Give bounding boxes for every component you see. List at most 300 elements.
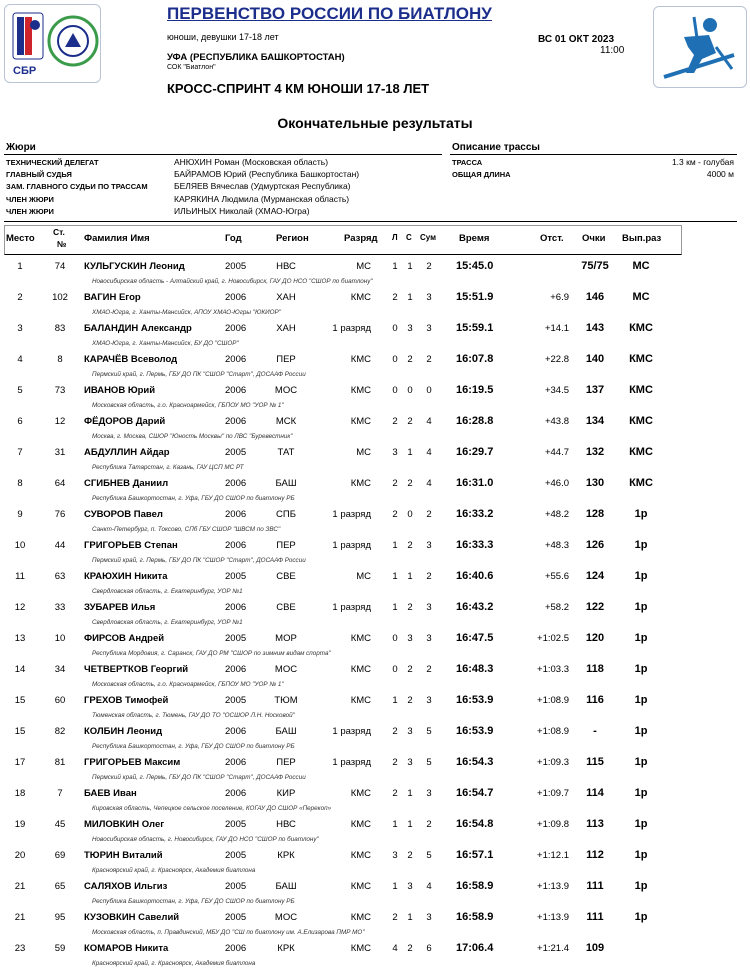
cell-sum: 3	[426, 912, 432, 923]
cell-done: КМС	[629, 322, 653, 334]
cell-name: БАЕВ Иван	[84, 788, 137, 799]
cell-club: Красноярский край, г. Красноярск, Академия биатлона	[92, 867, 256, 874]
cell-time: 16:57.1	[456, 849, 494, 861]
cell-points: 143	[585, 322, 605, 334]
cell-region: МОР	[275, 633, 297, 644]
cell-rank: КМС	[350, 881, 371, 892]
cell-time: 16:28.8	[456, 415, 494, 427]
col-sum: Сум	[420, 233, 437, 242]
cell-year: 2006	[225, 416, 247, 427]
cell-year: 2005	[225, 261, 247, 272]
cell-l: 0	[392, 385, 398, 396]
cell-place: 14	[14, 664, 26, 675]
cell-sum: 2	[426, 509, 432, 520]
cell-sum: 3	[426, 540, 432, 551]
jury-row	[6, 194, 446, 206]
table-row	[0, 877, 750, 908]
cell-club: Республика Башкортостан, г. Уфа, ГБУ ДО СШОР по биатлону РБ	[92, 495, 295, 502]
location: УФА (РЕСПУБЛИКА БАШКОРТОСТАН)	[167, 52, 345, 63]
cell-points: 130	[585, 477, 605, 489]
track-value: 4000 м	[706, 169, 734, 179]
cell-club: Кировская область, Чепецкое сельское поселение, КОГАУ ДО СШОР «Перекоп»	[92, 805, 332, 812]
cell-sum: 3	[426, 323, 432, 334]
cell-points: 134	[585, 415, 605, 427]
cell-l: 2	[392, 788, 398, 799]
cell-place: 3	[17, 323, 23, 334]
cell-done: КМС	[629, 446, 653, 458]
cell-l: 0	[392, 354, 398, 365]
jury-row	[6, 206, 446, 218]
cell-year: 2006	[225, 757, 247, 768]
cell-club: Республика Башкортостан, г. Уфа, ГБУ ДО СШОР по биатлону РБ	[92, 898, 295, 905]
cell-sum: 2	[426, 571, 432, 582]
cell-s: 2	[407, 354, 413, 365]
cell-place: 5	[17, 385, 23, 396]
track-row	[452, 157, 734, 169]
cell-place: 13	[14, 633, 26, 644]
cell-club: Новосибирская область - Алтайский край, г. Новосибирск, ГАУ ДО НСО "СШОР по биатлону"	[92, 278, 373, 285]
jury-value: ИЛЬИНЫХ Николай (ХМАО-Югра)	[174, 206, 310, 216]
cell-time: 16:53.9	[456, 694, 494, 706]
cell-year: 2006	[225, 292, 247, 303]
cell-s: 2	[407, 416, 413, 427]
cell-year: 2006	[225, 540, 247, 551]
cell-sum: 6	[426, 943, 432, 954]
cell-year: 2005	[225, 881, 247, 892]
cell-time: 16:53.9	[456, 725, 494, 737]
cell-region: СВЕ	[276, 571, 296, 582]
col-bib-no: №	[57, 239, 67, 249]
cell-done: 1р	[634, 911, 648, 923]
cell-behind: +55.6	[544, 571, 569, 582]
cell-place: 1	[17, 261, 23, 272]
cell-l: 4	[392, 943, 398, 954]
track-value: 1.3 км - голубая	[671, 157, 734, 167]
cell-region: ХАН	[276, 292, 296, 303]
cell-s: 2	[407, 850, 413, 861]
cell-name: ФИРСОВ Андрей	[84, 633, 165, 644]
cell-name: КОЛБИН Леонид	[84, 726, 163, 737]
cell-behind: +1:13.9	[537, 881, 569, 892]
jury-label: ЧЛЕН ЖЮРИ	[6, 207, 54, 216]
cell-club: Свердловская область, г. Екатеринбург, УОР №1	[92, 588, 243, 595]
table-row	[0, 443, 750, 474]
cell-s: 3	[407, 757, 413, 768]
cell-region: КРК	[277, 943, 295, 954]
table-row	[0, 660, 750, 691]
cell-s: 1	[407, 447, 413, 458]
cell-l: 0	[392, 323, 398, 334]
cell-club: Свердловская область, г. Екатеринбург, УОР №1	[92, 619, 243, 626]
cell-points: 146	[585, 291, 605, 303]
cell-time: 16:33.3	[456, 539, 494, 551]
cell-done: 1р	[634, 725, 648, 737]
table-row	[0, 629, 750, 660]
cell-year: 2005	[225, 850, 247, 861]
cell-year: 2005	[225, 695, 247, 706]
cell-region: БАШ	[275, 881, 297, 892]
cell-club: Московская область, п. Правдинский, МБУ ДО "СШ по биатлону им. А.Елизарова ПМР МО"	[92, 929, 365, 936]
cell-sum: 2	[426, 261, 432, 272]
cell-points: 115	[586, 756, 604, 768]
biathlete-icon	[654, 7, 746, 87]
cell-bib: 44	[54, 540, 66, 551]
cell-rank: МС	[356, 447, 371, 458]
cell-l: 2	[392, 912, 398, 923]
cell-bib: 59	[54, 943, 66, 954]
jury-label: ГЛАВНЫЙ СУДЬЯ	[6, 170, 72, 179]
cell-rank: 1 разряд	[332, 757, 371, 768]
cell-l: 3	[392, 850, 398, 861]
cell-behind: +46.0	[544, 478, 569, 489]
biathlon-logo	[653, 6, 747, 88]
cell-l: 1	[392, 695, 398, 706]
table-row	[0, 474, 750, 505]
cell-name: КРАЮХИН Никита	[84, 571, 168, 582]
cell-done: 1р	[634, 787, 648, 799]
cell-behind: +1:21.4	[537, 943, 569, 954]
cell-done: 1р	[634, 880, 648, 892]
cell-year: 2006	[225, 664, 247, 675]
cell-name: ЗУБАРЕВ Илья	[84, 602, 156, 613]
cell-name: КОМАРОВ Никита	[84, 943, 169, 954]
cell-year: 2005	[225, 819, 247, 830]
table-row	[0, 939, 750, 970]
cell-region: БАШ	[275, 726, 297, 737]
cell-time: 15:59.1	[456, 322, 494, 334]
cell-time: 15:45.0	[456, 260, 494, 272]
cell-region: СПБ	[276, 509, 296, 520]
logo-text: СБР	[13, 65, 37, 77]
cell-year: 2005	[225, 447, 247, 458]
cell-time: 16:40.6	[456, 570, 494, 582]
cell-l: 2	[392, 509, 398, 520]
cell-sum: 0	[426, 385, 432, 396]
cell-points: 116	[586, 694, 604, 706]
cell-behind: +34.5	[544, 385, 569, 396]
cell-behind: +1:13.9	[537, 912, 569, 923]
cell-s: 3	[407, 881, 413, 892]
table-row	[0, 691, 750, 722]
cell-time: 16:43.2	[456, 601, 494, 613]
cell-points: 109	[585, 942, 605, 954]
cell-time: 16:54.3	[456, 756, 494, 768]
race-name: КРОСС-СПРИНТ 4 КМ ЮНОШИ 17-18 ЛЕТ	[167, 81, 430, 96]
cell-sum: 3	[426, 788, 432, 799]
cell-bib: 34	[54, 664, 66, 675]
cell-s: 2	[407, 943, 413, 954]
jury-row	[6, 169, 446, 181]
table-row	[0, 288, 750, 319]
cell-s: 3	[407, 633, 413, 644]
table-row	[0, 753, 750, 784]
cell-place: 12	[14, 602, 26, 613]
cell-rank: МС	[356, 261, 371, 272]
cell-rank: КМС	[350, 292, 371, 303]
cell-l: 1	[392, 881, 398, 892]
cell-year: 2006	[225, 385, 247, 396]
cell-behind: +48.2	[544, 509, 569, 520]
cell-club: Санкт-Петербург, п. Токсово, СПб ГБУ СШОР "ШВСМ по ЗВС"	[92, 526, 281, 533]
jury-value: БЕЛЯЕВ Вячеслав (Удмуртская Республика)	[174, 181, 351, 191]
cell-place: 15	[14, 695, 26, 706]
cell-name: САЛЯХОВ Ильгиз	[84, 881, 168, 892]
table-row	[0, 381, 750, 412]
table-row	[0, 505, 750, 536]
cell-place: 21	[14, 881, 26, 892]
cell-bib: 95	[54, 912, 66, 923]
cell-name: ТЮРИН Виталий	[84, 850, 163, 861]
col-done: Вып.раз	[622, 233, 662, 244]
cell-rank: КМС	[350, 788, 371, 799]
cell-done: 1р	[634, 818, 648, 830]
cell-region: НВС	[276, 819, 296, 830]
cell-bib: 10	[54, 633, 66, 644]
cell-region: ТЮМ	[274, 695, 298, 706]
cell-rank: КМС	[350, 819, 371, 830]
cell-year: 2006	[225, 478, 247, 489]
cell-club: Республика Мордовия, г. Саранск, ГАУ ДО РМ "СШОР по зимним видам спорта"	[92, 650, 331, 657]
cell-rank: 1 разряд	[332, 540, 371, 551]
cell-bib: 73	[54, 385, 66, 396]
cell-sum: 5	[426, 850, 432, 861]
cell-year: 2006	[225, 726, 247, 737]
table-row	[0, 536, 750, 567]
cell-rank: КМС	[350, 354, 371, 365]
cell-club: ХМАО-Югра, г. Ханты-Мансийск, БУ ДО "СШОР"	[92, 340, 239, 347]
cell-rank: 1 разряд	[332, 726, 371, 737]
table-row	[0, 722, 750, 753]
cell-l: 2	[392, 726, 398, 737]
jury-row	[6, 157, 446, 169]
cell-place: 7	[17, 447, 23, 458]
cell-rank: КМС	[350, 416, 371, 427]
cell-bib: 82	[54, 726, 66, 737]
cell-s: 1	[407, 571, 413, 582]
track-row	[452, 169, 734, 181]
cell-name: КАРАЧЁВ Всеволод	[84, 354, 178, 365]
track-label: ОБЩАЯ ДЛИНА	[452, 170, 511, 179]
cell-place: 15	[14, 726, 26, 737]
cell-l: 1	[392, 540, 398, 551]
cell-sum: 4	[426, 416, 432, 427]
cell-place: 8	[17, 478, 23, 489]
jury-label: ЗАМ. ГЛАВНОГО СУДЬИ ПО ТРАССАМ	[6, 182, 148, 191]
col-rank: Разряд	[344, 233, 378, 244]
col-name: Фамилия Имя	[84, 233, 150, 244]
cell-rank: КМС	[350, 943, 371, 954]
cell-points: 137	[585, 384, 605, 396]
cell-bib: 8	[57, 354, 63, 365]
cell-sum: 3	[426, 695, 432, 706]
cell-place: 20	[14, 850, 26, 861]
cell-place: 19	[14, 819, 26, 830]
cell-bib: 60	[54, 695, 66, 706]
cell-rank: КМС	[350, 695, 371, 706]
cell-time: 16:31.0	[456, 477, 494, 489]
jury-label: ТЕХНИЧЕСКИЙ ДЕЛЕГАТ	[6, 158, 99, 167]
cell-l: 2	[392, 292, 398, 303]
cell-sum: 2	[426, 664, 432, 675]
cell-time: 16:58.9	[456, 880, 494, 892]
cell-behind: +6.9	[550, 292, 569, 303]
cell-done: 1р	[634, 539, 648, 551]
col-region: Регион	[276, 233, 309, 244]
table-row	[0, 412, 750, 443]
cell-name: КУЗОВКИН Савелий	[84, 912, 180, 923]
cell-behind: +14.1	[544, 323, 569, 334]
results-subtitle: Окончательные результаты	[277, 115, 473, 131]
cell-sum: 2	[426, 819, 432, 830]
cell-behind: +1:09.8	[537, 819, 569, 830]
cell-sum: 4	[426, 447, 432, 458]
cell-bib: 65	[54, 881, 66, 892]
cell-points: 112	[586, 849, 604, 861]
cell-behind: +1:02.5	[537, 633, 569, 644]
federation-logo	[4, 4, 101, 83]
cell-behind: +1:12.1	[537, 850, 569, 861]
race-time: 11:00	[600, 45, 625, 56]
cell-points: 118	[586, 663, 604, 675]
cell-name: АБДУЛЛИН Айдар	[84, 447, 170, 458]
cell-behind: +1:08.9	[537, 726, 569, 737]
table-row	[0, 257, 750, 288]
col-s: С	[406, 233, 412, 242]
cell-time: 16:07.8	[456, 353, 494, 365]
info-bottom-rule	[4, 221, 737, 222]
cell-sum: 3	[426, 292, 432, 303]
cell-l: 1	[392, 819, 398, 830]
cell-region: БАШ	[275, 478, 297, 489]
jury-value: АНЮХИН Роман (Московская область)	[174, 157, 329, 167]
cell-name: ГРИГОРЬЕВ Максим	[84, 757, 181, 768]
cell-s: 0	[407, 385, 413, 396]
cell-name: КУЛЬГУСКИН Леонид	[84, 261, 185, 272]
cell-s: 1	[407, 292, 413, 303]
cell-place: 23	[14, 943, 26, 954]
cell-bib: 76	[54, 509, 66, 520]
cell-time: 15:51.9	[456, 291, 494, 303]
cell-behind: +1:09.3	[537, 757, 569, 768]
cell-behind: +58.2	[544, 602, 569, 613]
cell-l: 2	[392, 416, 398, 427]
cell-place: 10	[14, 540, 26, 551]
cell-behind: +44.7	[544, 447, 569, 458]
cell-club: Пермский край, г. Пермь, ГБУ ДО ПК "СШОР "Старт", ДОСААФ России	[92, 371, 306, 378]
cell-done: 1р	[634, 756, 648, 768]
cell-done: КМС	[629, 384, 653, 396]
cell-name: ГРИГОРЬЕВ Степан	[84, 540, 178, 551]
cell-place: 2	[17, 292, 23, 303]
cell-name: СГИБНЕВ Даниил	[84, 478, 169, 489]
cell-region: МОС	[274, 385, 298, 396]
table-row	[0, 350, 750, 381]
jury-row	[6, 181, 446, 193]
cell-club: Пермский край, г. Пермь, ГБУ ДО ПК "СШОР "Старт", ДОСААФ России	[92, 774, 306, 781]
cell-region: МОС	[274, 912, 298, 923]
cell-l: 2	[392, 757, 398, 768]
cell-name: ФЁДОРОВ Дарий	[84, 416, 166, 427]
cell-rank: КМС	[350, 385, 371, 396]
cell-points: -	[593, 725, 597, 737]
cell-rank: МС	[356, 571, 371, 582]
cell-time: 17:06.4	[456, 942, 494, 954]
cell-behind: +48.3	[544, 540, 569, 551]
cell-year: 2006	[225, 943, 247, 954]
cell-s: 1	[407, 912, 413, 923]
cell-region: ТАТ	[277, 447, 295, 458]
col-time: Время	[459, 233, 490, 244]
cell-sum: 4	[426, 478, 432, 489]
table-row	[0, 846, 750, 877]
cell-points: 111	[586, 911, 604, 923]
cell-region: ПЕР	[276, 354, 296, 365]
cell-bib: 83	[54, 323, 66, 334]
cell-points: 132	[585, 446, 605, 458]
cell-done: 1р	[634, 849, 648, 861]
cell-year: 2006	[225, 354, 247, 365]
cell-done: 1р	[634, 694, 648, 706]
cell-s: 2	[407, 695, 413, 706]
col-behind: Отст.	[540, 233, 564, 244]
cell-region: ПЕР	[276, 757, 296, 768]
table-row	[0, 815, 750, 846]
cell-done: КМС	[629, 415, 653, 427]
cell-points: 120	[585, 632, 605, 644]
cell-club: Республика Башкортостан, г. Уфа, ГБУ ДО СШОР по биатлону РБ	[92, 743, 295, 750]
cell-year: 2006	[225, 788, 247, 799]
table-row	[0, 908, 750, 939]
cell-s: 0	[407, 509, 413, 520]
cell-year: 2005	[225, 571, 247, 582]
cell-points: 122	[585, 601, 605, 613]
cell-time: 16:58.9	[456, 911, 494, 923]
cell-l: 1	[392, 602, 398, 613]
cell-points: 140	[585, 353, 605, 365]
cell-time: 16:54.8	[456, 818, 494, 830]
cell-done: 1р	[634, 570, 648, 582]
cell-points: 75/75	[581, 260, 609, 272]
cell-region: МСК	[275, 416, 297, 427]
col-year: Год	[225, 233, 242, 244]
event-title: ПЕРВЕНСТВО РОССИИ ПО БИАТЛОНУ	[167, 4, 492, 23]
cell-rank: КМС	[350, 633, 371, 644]
track-label: ТРАССА	[452, 158, 483, 167]
cell-club: Московская область, г.о. Красноармейск, ГБПОУ МО "УОР № 1"	[92, 402, 284, 409]
cell-behind: +22.8	[544, 354, 569, 365]
cell-sum: 5	[426, 757, 432, 768]
cell-done: МС	[632, 291, 650, 303]
cell-name: СУВОРОВ Павел	[84, 509, 163, 520]
cell-place: 9	[17, 509, 23, 520]
cell-name: ВАГИН Егор	[84, 292, 141, 303]
cell-region: ХАН	[276, 323, 296, 334]
cell-done: КМС	[629, 477, 653, 489]
table-row	[0, 598, 750, 629]
cell-place: 6	[17, 416, 23, 427]
cell-done: 1р	[634, 601, 648, 613]
cell-name: ЧЕТВЕРТКОВ Георгий	[84, 664, 189, 675]
cell-club: Московская область, г.о. Красноармейск, ГБПОУ МО "УОР № 1"	[92, 681, 284, 688]
cell-s: 2	[407, 540, 413, 551]
cell-s: 2	[407, 664, 413, 675]
track-title: Описание трассы	[452, 142, 540, 153]
cell-region: КРК	[277, 850, 295, 861]
cell-club: Новосибирская область, г. Новосибирск, ГАУ ДО НСО "СШОР по биатлону"	[92, 836, 319, 843]
cell-name: ГРЕХОВ Тимофей	[84, 695, 169, 706]
cell-done: МС	[632, 260, 650, 272]
cell-l: 0	[392, 633, 398, 644]
